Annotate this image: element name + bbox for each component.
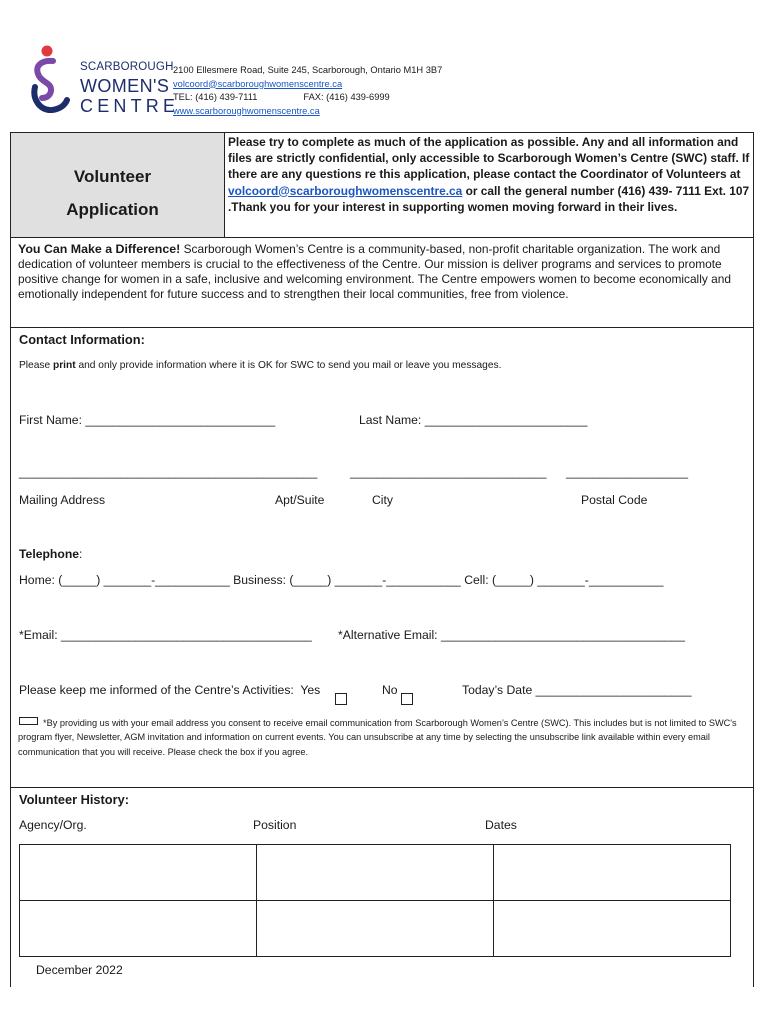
keep-informed-label: Please keep me informed of the Centre’s Activities: Yes <box>19 683 321 697</box>
header-contact-info <box>173 64 442 118</box>
postal-code-label: Postal Code <box>581 493 648 507</box>
city-field[interactable]: _____________________________ <box>350 465 547 479</box>
divider <box>10 327 754 328</box>
table-row <box>20 901 731 957</box>
telephone-label-text: Telephone <box>19 547 80 561</box>
keep-informed-no-checkbox[interactable] <box>401 693 413 705</box>
keep-informed-yes-checkbox[interactable] <box>335 693 347 705</box>
history-cell-position[interactable] <box>257 901 494 957</box>
telephone-label <box>19 547 82 561</box>
intro-email-link[interactable]: volcoord@scarboroughwomenscentre.ca <box>228 183 463 198</box>
email-consent-text <box>18 716 742 759</box>
telephone-colon: : <box>79 547 83 561</box>
email-consent-body: *By providing us with your email address you consent to receive email communication from Scarborough Women’s Centre (SWC). This includes but is not limited to SWC's program flyer, Newsletter, AGM invitation and information on current events. You can unsubscribe at any time by selecting the unsubscribe link available within every email communication that you will receive. Please check the box if you agree. <box>18 718 737 757</box>
header-fax: FAX: (416) 439-6999 <box>303 92 390 102</box>
logo-line-3: CENTRE <box>80 95 180 116</box>
divider <box>10 237 754 238</box>
postal-code-field[interactable]: __________________ <box>566 465 689 479</box>
mission-body: Scarborough Women’s Centre is a community-based, non-profit charitable organization. The work and dedication of volunteer members is crucial to the effectiveness of the Centre. Our mission is deliver programs and services to promote positive change for women in a safe, inclusive and welcoming environment. The Centre empowers women to become economically and emotionally independent for future success and to strengthen their local communities, free from violence. <box>18 242 731 301</box>
logo-wordmark <box>80 61 180 116</box>
history-cell-dates[interactable] <box>494 901 731 957</box>
history-cell-agency[interactable] <box>20 845 257 901</box>
history-col-position: Position <box>253 818 297 832</box>
footer-date: December 2022 <box>36 963 123 977</box>
history-col-dates: Dates <box>485 818 517 832</box>
email-field[interactable]: *Email: _____________________________________ <box>19 628 312 642</box>
history-col-agency: Agency/Org. <box>19 818 87 832</box>
mission-heading: You Can Make a Difference! <box>18 242 181 256</box>
mission-paragraph <box>18 242 746 302</box>
first-name-field[interactable]: First Name: ____________________________ <box>19 413 276 427</box>
history-cell-dates[interactable] <box>494 845 731 901</box>
contact-instr-1: Please <box>19 360 53 371</box>
logo-line-2: WOMEN'S <box>80 75 170 96</box>
intro-text-part-2: or call the general number (416) 439- 7111 Ext. 107 .Thank you for your interest in supporting women moving forward in their lives. <box>228 183 750 214</box>
header-email-link[interactable]: volcoord@scarboroughwomenscentre.ca <box>173 78 343 89</box>
keep-informed-no-label: No <box>382 683 398 697</box>
volunteer-history-heading: Volunteer History: <box>19 792 129 807</box>
table-row <box>20 845 731 901</box>
header-address: 2100 Ellesmere Road, Suite 245, Scarborough, Ontario M1H 3B7 <box>173 65 443 75</box>
header-tel: TEL: (416) 439-7111 <box>173 92 258 102</box>
alternative-email-field[interactable]: *Alternative Email: ____________________________________ <box>338 628 685 642</box>
todays-date-field[interactable]: Today’s Date _______________________ <box>462 683 692 697</box>
mailing-address-field[interactable]: ____________________________________________ <box>19 465 318 479</box>
history-cell-agency[interactable] <box>20 901 257 957</box>
city-label: City <box>372 493 393 507</box>
apt-suite-label: Apt/Suite <box>275 493 325 507</box>
mailing-address-label: Mailing Address <box>19 493 106 507</box>
contact-heading: Contact Information: <box>19 332 145 347</box>
contact-instructions <box>19 360 501 371</box>
scarborough-womens-centre-logo-icon <box>30 43 70 115</box>
contact-instr-bold: print <box>52 360 76 371</box>
form-title <box>11 160 214 226</box>
intro-instructions <box>228 134 750 215</box>
intro-text-part-1: Please try to complete as much of the application as possible. Any and all information and files are strictly confidential, only accessible to Scarborough Women’s Centre (SWC) staff. If there are any questions re this application, please contact the Coordinator of Volunteers at <box>228 135 750 182</box>
divider <box>10 787 754 788</box>
header-website-link[interactable]: www.scarboroughwomenscentre.ca <box>173 105 320 116</box>
phone-numbers-fields[interactable]: Home: (_____) _______-___________ Business: (_____) _______-___________ Cell: (_____) _______-___________ <box>19 573 664 587</box>
history-cell-position[interactable] <box>257 845 494 901</box>
form-title-line-2: Application <box>66 200 159 219</box>
form-title-line-1: Volunteer <box>73 167 152 186</box>
contact-instr-2: and only provide information where it is OK for SWC to send you mail or leave you messages. <box>75 360 502 371</box>
logo-line-1: SCARBOROUGH <box>80 61 174 73</box>
volunteer-history-table <box>19 844 731 957</box>
last-name-field[interactable]: Last Name: ________________________ <box>359 413 588 427</box>
